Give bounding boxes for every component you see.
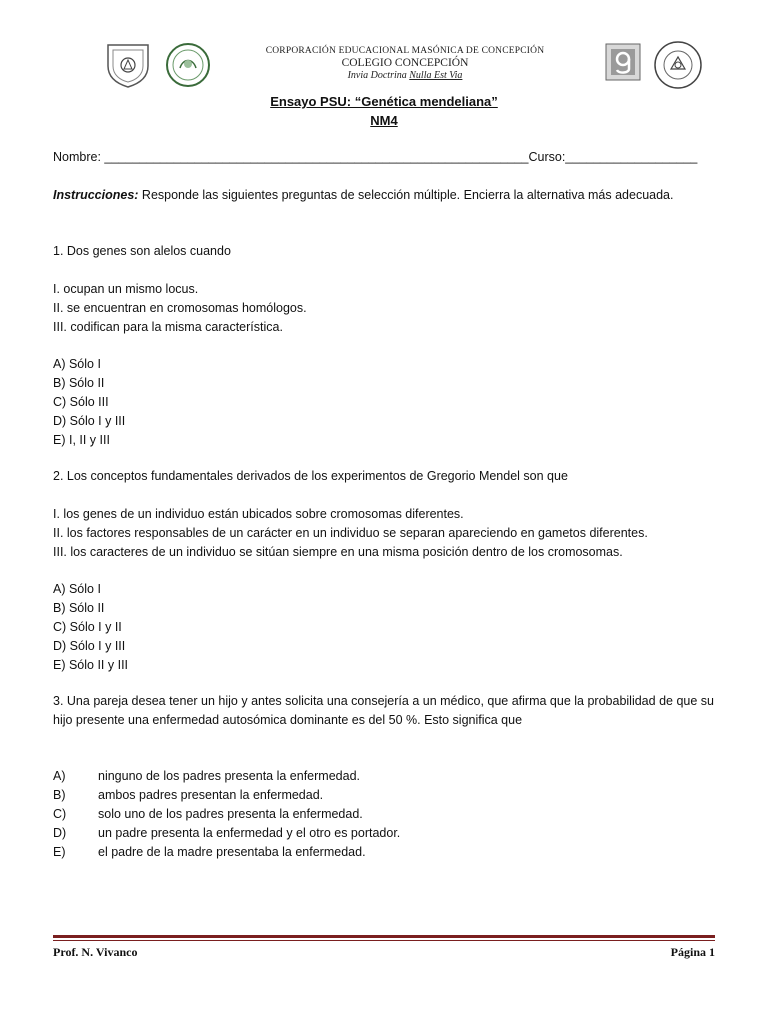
option-text: solo uno de los padres presenta la enfermedad. xyxy=(98,807,363,821)
question-3-stem: 3. Una pareja desea tener un hijo y antes solicita una consejería a un médico, que afirma que la probabilidad de que su hijo presente una enfermedad autosómica dominante es del 50 %. Esto significa que xyxy=(53,694,714,727)
question-3-option[interactable] xyxy=(53,824,400,843)
question-1-statement: I. ocupan un mismo locus. xyxy=(53,282,199,296)
round-seal-logo xyxy=(653,40,703,95)
option-text: el padre de la madre presentaba la enfermedad. xyxy=(98,845,366,859)
option-text: un padre presenta la enfermedad y el otro es portador. xyxy=(98,826,401,840)
school-motto xyxy=(250,70,560,82)
question-3-option[interactable] xyxy=(53,786,323,805)
motto-part1: Invia Doctrina xyxy=(347,70,410,81)
question-2-option[interactable]: A) Sólo I xyxy=(53,582,101,596)
school-shield-logo xyxy=(104,42,152,93)
question-1-statement: II. se encuentran en cromosomas homólogos. xyxy=(53,301,307,315)
document-title: Ensayo PSU: “Genética mendeliana” xyxy=(270,94,498,109)
option-letter: C) xyxy=(53,807,67,821)
question-2-option[interactable]: B) Sólo II xyxy=(53,601,105,615)
instructions-text: Responde las siguientes preguntas de selección múltiple. Encierra la alternativa más adecuada. xyxy=(138,188,674,202)
question-2-stem: 2. Los conceptos fundamentales derivados de los experimentos de Gregorio Mendel son que xyxy=(53,469,568,483)
question-3-option[interactable] xyxy=(53,767,360,786)
footer-rule xyxy=(53,935,715,938)
question-3-option[interactable] xyxy=(53,843,366,862)
school-header xyxy=(250,46,560,82)
question-2-option[interactable]: E) Sólo II y III xyxy=(53,658,129,672)
document-level: NM4 xyxy=(370,113,398,128)
green-circle-logo xyxy=(165,42,211,93)
question-2-statement: II. los factores responsables de un carácter en un individuo se separan apareciendo en gametos diferentes. xyxy=(53,526,648,540)
option-letter: D) xyxy=(53,826,67,840)
question-1-option[interactable]: E) I, II y III xyxy=(53,433,110,447)
question-1-option[interactable]: A) Sólo I xyxy=(53,357,101,371)
option-letter: E) xyxy=(53,845,66,859)
footer-page-number: Página 1 xyxy=(670,945,715,959)
instructions xyxy=(53,186,714,205)
corporation-name: CORPORACIÓN EDUCACIONAL MASÓNICA DE CONCEPCIÓN xyxy=(265,46,545,56)
footer-author: Prof. N. Vivanco xyxy=(53,945,138,959)
question-1-option[interactable]: C) Sólo III xyxy=(53,395,109,409)
question-2-statement: III. los caracteres de un individuo se sitúan siempre en una misma posición dentro de los cromosomas. xyxy=(53,545,623,559)
school-name: COLEGIO CONCEPCIÓN xyxy=(341,57,469,69)
motto-part2: Nulla Est Via xyxy=(409,70,463,81)
square-g-logo xyxy=(605,43,641,86)
question-1-option[interactable]: B) Sólo II xyxy=(53,376,105,390)
question-1-option[interactable]: D) Sólo I y III xyxy=(53,414,126,428)
instructions-label: Instrucciones: xyxy=(53,188,139,202)
question-2-option[interactable]: D) Sólo I y III xyxy=(53,639,126,653)
option-text: ambos padres presentan la enfermedad. xyxy=(98,788,324,802)
option-letter: B) xyxy=(53,788,66,802)
question-2-option[interactable]: C) Sólo I y II xyxy=(53,620,122,634)
question-1-statement: III. codifican para la misma característica. xyxy=(53,320,283,334)
name-course-line: Nombre: _____________________________________________________________Curso:___________________ xyxy=(53,150,698,164)
question-3-option[interactable] xyxy=(53,805,363,824)
option-text: ninguno de los padres presenta la enfermedad. xyxy=(98,769,360,783)
option-letter: A) xyxy=(53,769,66,783)
question-2-statement: I. los genes de un individuo están ubicados sobre cromosomas diferentes. xyxy=(53,507,464,521)
footer-rule-thin xyxy=(53,940,715,941)
question-1-stem: 1. Dos genes son alelos cuando xyxy=(53,244,231,258)
